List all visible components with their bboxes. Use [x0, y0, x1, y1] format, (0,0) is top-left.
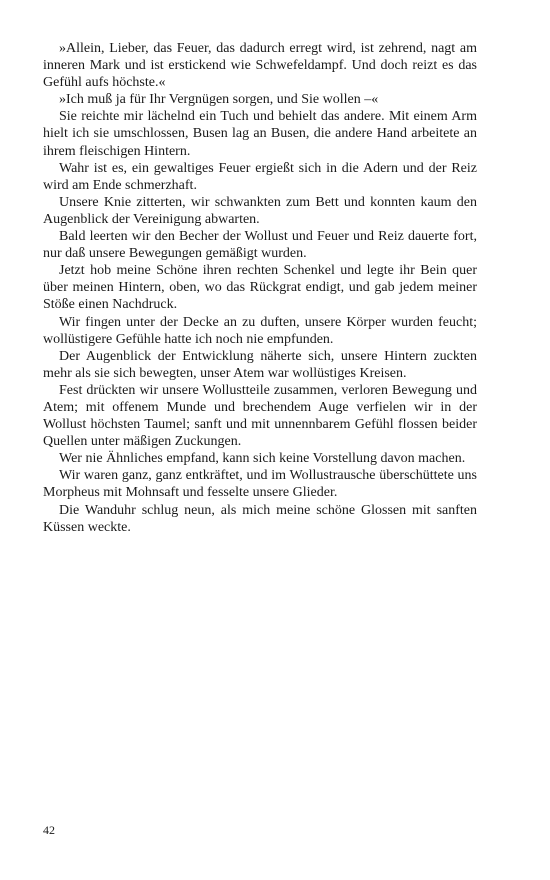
paragraph: Der Augenblick der Entwicklung näherte sich, unsere Hintern zuckten mehr als sie sich bewegten, unser Atem war wollüstiges Kreisen.	[43, 348, 477, 381]
paragraph: Fest drückten wir unsere Wollustteile zusammen, verloren Bewegung und Atem; mit offenem Munde und brechendem Auge verfielen wir in der Wollust höchsten Taumel; sanft und mit unnennbarem Gefühl flossen beider Quellen unter mäßigen Zuckungen.	[43, 382, 477, 450]
paragraph: »Allein, Lieber, das Feuer, das dadurch erregt wird, ist zehrend, nagt am inneren Mark und ist erstickend wie Schwefeldampf. Und doch reizt es das Gefühl aufs höchste.«	[43, 41, 477, 91]
paragraph: Sie reichte mir lächelnd ein Tuch und behielt das andere. Mit einem Arm hielt ich sie umschlossen, Busen lag an Busen, die andere Hand arbeitete an ihrem fleischigen Hintern.	[43, 109, 477, 159]
paragraph: Wir fingen unter der Decke an zu duften, unsere Körper wurden feucht; wollüstigere Gefühle hatte ich noch nie empfunden.	[43, 314, 477, 347]
page-body	[43, 40, 477, 536]
paragraph: Unsere Knie zitterten, wir schwankten zum Bett und konnten kaum den Augenblick der Vereinigung abwarten.	[43, 194, 477, 227]
paragraph: Wahr ist es, ein gewaltiges Feuer ergießt sich in die Adern und der Reiz wird am Ende schmerzhaft.	[43, 160, 477, 193]
paragraph: Bald leerten wir den Becher der Wollust und Feuer und Reiz dauerte fort, nur daß unsere Bewegungen gemäßigt wurden.	[43, 229, 477, 262]
paragraph: Jetzt hob meine Schöne ihren rechten Schenkel und legte ihr Bein quer über meinen Hintern, oben, wo das Rückgrat endigt, und gab jedem meiner Stöße einen Nachdruck.	[43, 263, 477, 313]
paragraph: Wer nie Ähnliches empfand, kann sich keine Vorstellung davon machen.	[59, 451, 466, 467]
paragraph: Wir waren ganz, ganz entkräftet, und im Wollustrausche überschüttete uns Morpheus mit Mohnsaft und fesselte unsere Glieder.	[43, 468, 477, 501]
paragraph: Die Wanduhr schlug neun, als mich meine schöne Glossen mit sanften Küssen weckte.	[43, 502, 477, 535]
page-number: 42	[43, 823, 55, 837]
paragraph: »Ich muß ja für Ihr Vergnügen sorgen, und Sie wollen –«	[59, 92, 379, 108]
